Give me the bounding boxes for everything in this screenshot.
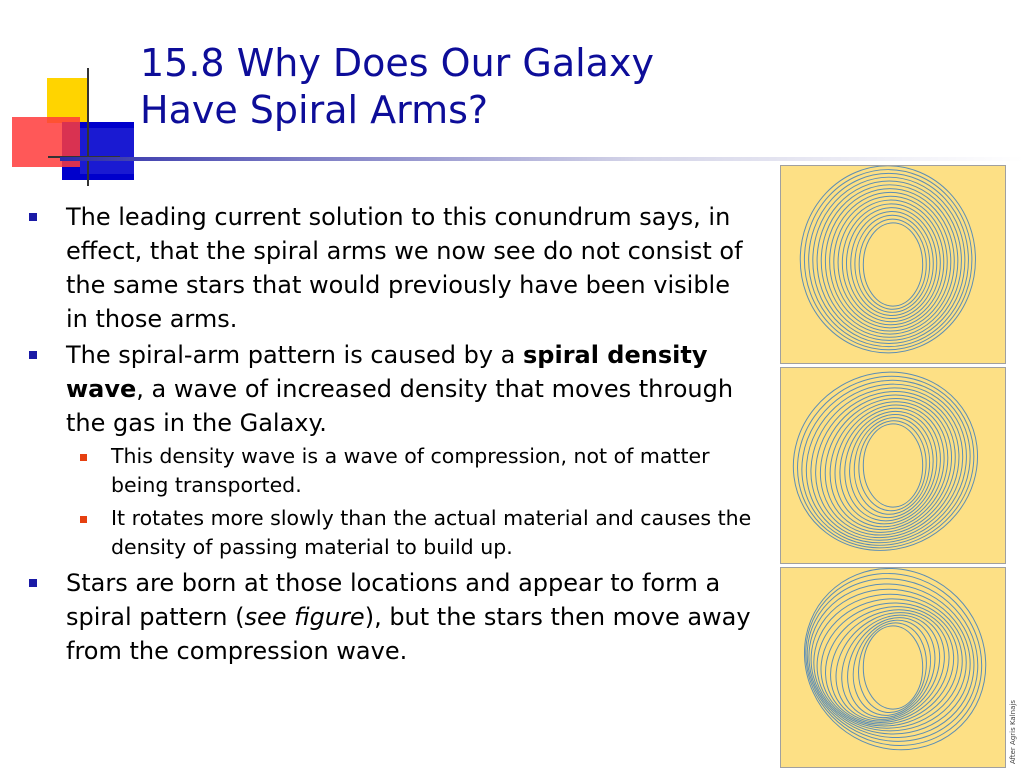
orbit-ellipse [842, 204, 940, 322]
orbit-ellipse [781, 568, 1005, 767]
orbit-ellipse [789, 568, 994, 759]
bullet-square-icon [29, 213, 37, 221]
orbit-ellipse [817, 181, 961, 340]
orbit-ellipse [830, 192, 951, 331]
orbit-ellipse [814, 594, 966, 731]
orbit-ellipse [786, 368, 989, 563]
bullet-text: The leading current solution to this conundrum says, in effect, that the spiral arms we now see do not consist of the same stars that would previously have been visible in those arms. [66, 203, 743, 333]
orbit-ellipse [863, 626, 922, 709]
orbit-ellipse [793, 368, 983, 561]
sub-bullet-text: It rotates more slowly than the actual material and causes the density of passing material to build up. [111, 506, 752, 559]
orbit-ellipse [863, 223, 922, 306]
orbit-panel-1 [780, 165, 1006, 364]
bullet-text-end: ), but the stars then move away from the compression wave. [66, 603, 751, 665]
bullet-text-start: The spiral-arm pattern is caused by a [66, 341, 523, 369]
orbit-ellipse [859, 219, 926, 309]
orbit-ellipse [781, 568, 1005, 767]
bold-term: spiral density wave [66, 341, 708, 403]
title-line-2: Have Spiral Arms? [140, 88, 489, 132]
bullet-square-icon [29, 579, 37, 587]
orbit-ellipse [781, 568, 1005, 767]
sub-bullet-item [24, 504, 754, 562]
title-divider [60, 157, 1024, 161]
sub-bullet-square-icon [80, 454, 87, 461]
figure-credit: After Agris Kalnajs [1009, 700, 1017, 764]
orbit-ellipse [781, 368, 999, 563]
title-line-1: 15.8 Why Does Our Galaxy [140, 41, 654, 85]
page-title [140, 40, 654, 134]
sub-bullet-item [24, 442, 754, 500]
italic-term: see figure [244, 603, 365, 631]
orbit-ellipse [846, 208, 936, 319]
decorative-logo [0, 60, 140, 190]
orbit-panel-2 [780, 367, 1006, 564]
bullet-item [24, 338, 754, 440]
bullet-text-end: , a wave of increased density that moves through the gas in the Galaxy. [66, 375, 734, 437]
sub-bullet-square-icon [80, 516, 87, 523]
bullet-item [24, 200, 754, 336]
orbit-ellipse [809, 173, 969, 346]
orbit-ellipse [863, 424, 922, 507]
logo-yellow-square [47, 78, 89, 123]
orbit-diagram-2 [781, 368, 1005, 563]
orbit-panel-3 [780, 567, 1006, 768]
bullet-item [24, 566, 754, 668]
orbit-ellipse [855, 215, 930, 312]
slide-body [24, 200, 754, 670]
orbit-ellipse [781, 368, 994, 563]
bullet-text-start: Stars are born at those locations and appear to form a spiral pattern ( [66, 569, 721, 631]
orbit-diagram-3 [781, 568, 1005, 767]
bullet-square-icon [29, 351, 37, 359]
orbit-ellipse [852, 618, 932, 717]
sub-bullet-text: This density wave is a wave of compression, not of matter being transported. [111, 444, 710, 497]
orbit-diagram-1 [781, 166, 1005, 363]
